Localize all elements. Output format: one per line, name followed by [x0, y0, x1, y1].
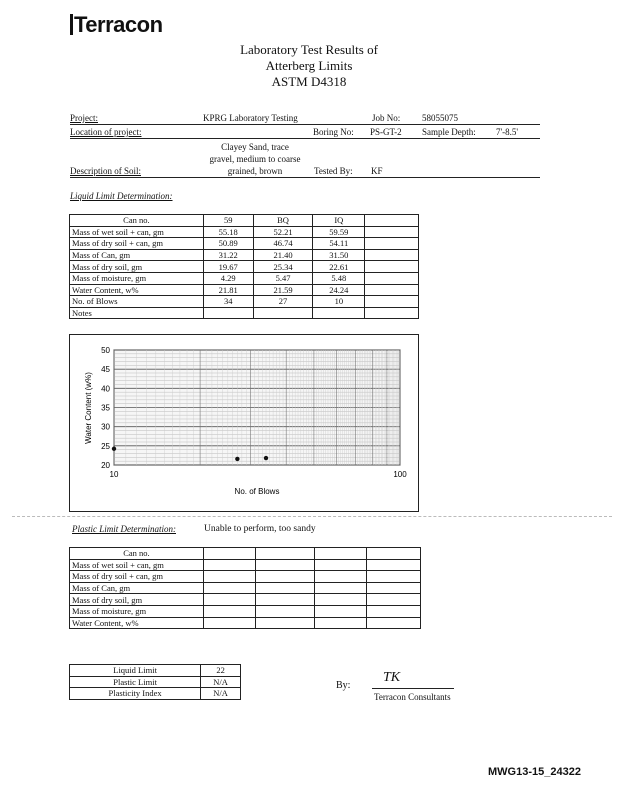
table-cell [365, 261, 419, 273]
table-cell [203, 548, 255, 560]
table-header-row [70, 215, 419, 227]
table-cell: 27 [253, 296, 313, 308]
table-row [70, 559, 421, 571]
table-cell: 10 [313, 296, 365, 308]
table-cell [203, 559, 255, 571]
table-cell: 55.18 [203, 226, 253, 238]
table-cell [255, 605, 315, 617]
table-cell: 21.81 [203, 284, 253, 296]
table-cell: Mass of moisture, gm [70, 272, 204, 284]
table-cell: No. of Blows [70, 296, 204, 308]
table-cell: Can no. [70, 548, 204, 560]
project-value: KPRG Laboratory Testing [203, 113, 298, 123]
y-tick-label: 45 [101, 365, 110, 375]
table-cell [203, 594, 255, 606]
table-cell: Water Content, w% [70, 284, 204, 296]
table-cell [365, 307, 419, 319]
table-cell: Mass of Can, gm [70, 582, 204, 594]
table-cell [367, 571, 421, 583]
table-row [70, 238, 419, 250]
title-line-1: Laboratory Test Results of [240, 42, 378, 57]
liquid-limit-section-title: Liquid Limit Determination: [70, 191, 173, 201]
title-line-2: Atterberg Limits [265, 58, 353, 73]
table-cell: 24.24 [313, 284, 365, 296]
table-row [70, 617, 421, 629]
summary-label: Liquid Limit [70, 665, 201, 677]
sample-depth-label: Sample Depth: [422, 127, 476, 137]
table-cell [203, 307, 253, 319]
table-cell: 52.21 [253, 226, 313, 238]
liquid-limit-table [69, 214, 419, 319]
table-cell: Mass of wet soil + can, gm [70, 226, 204, 238]
table-cell: 4.29 [203, 272, 253, 284]
table-row [70, 261, 419, 273]
flow-curve-chart [69, 334, 419, 512]
soil-description-line: Clayey Sand, trace [221, 142, 289, 152]
flow-curve-svg [69, 334, 419, 512]
table-cell [365, 249, 419, 261]
data-point [112, 447, 116, 451]
table-row [70, 582, 421, 594]
y-tick-label: 40 [101, 384, 110, 394]
page-title [0, 42, 618, 90]
soil-description-line: gravel, medium to coarse [209, 154, 301, 164]
table-cell: 46.74 [253, 238, 313, 250]
separator-line [12, 516, 612, 517]
table-row [70, 605, 421, 617]
table-row [70, 676, 241, 688]
table-cell [315, 582, 367, 594]
table-cell: 50.89 [203, 238, 253, 250]
terracon-logo: Terracon [70, 12, 163, 38]
table-cell [203, 571, 255, 583]
description-label: Description of Soil: [70, 166, 141, 176]
table-cell [253, 307, 313, 319]
table-row [70, 272, 419, 284]
rule-location [70, 138, 540, 139]
table-cell [255, 548, 315, 560]
table-row [70, 594, 421, 606]
y-tick-label: 35 [101, 403, 110, 413]
table-cell [203, 617, 255, 629]
boring-value: PS-GT-2 [370, 127, 402, 137]
document-id: MWG13-15_24322 [488, 766, 581, 778]
table-cell [367, 548, 421, 560]
summary-value: N/A [201, 676, 241, 688]
boring-label: Boring No: [313, 127, 354, 137]
logo-mark [70, 14, 73, 35]
table-cell: BQ [253, 215, 313, 227]
by-label: By: [336, 680, 351, 691]
table-cell: 5.47 [253, 272, 313, 284]
table-row [70, 665, 241, 677]
x-tick-label: 100 [393, 470, 407, 479]
table-cell: Mass of dry soil + can, gm [70, 571, 204, 583]
signature-company: Terracon Consultants [374, 692, 451, 702]
table-cell: IQ [313, 215, 365, 227]
table-cell: Mass of moisture, gm [70, 605, 204, 617]
table-cell: Mass of dry soil + can, gm [70, 238, 204, 250]
table-cell [367, 594, 421, 606]
y-tick-label: 30 [101, 422, 110, 432]
rule-description [70, 177, 540, 178]
table-cell: 31.22 [203, 249, 253, 261]
signature-initials: TK [383, 670, 401, 685]
table-cell: Mass of dry soil, gm [70, 594, 204, 606]
table-cell [315, 559, 367, 571]
table-cell: 31.50 [313, 249, 365, 261]
table-cell: 21.59 [253, 284, 313, 296]
summary-value: N/A [201, 688, 241, 700]
plastic-limit-note: Unable to perform, too sandy [204, 524, 316, 534]
plastic-limit-section-title: Plastic Limit Determination: [72, 524, 176, 534]
sample-depth-value: 7'-8.5' [496, 127, 518, 137]
table-row [70, 226, 419, 238]
table-cell [365, 226, 419, 238]
table-cell: Water Content, w% [70, 617, 204, 629]
table-cell [367, 582, 421, 594]
table-cell [255, 594, 315, 606]
table-cell: 21.40 [253, 249, 313, 261]
table-cell [313, 307, 365, 319]
tested-by-value: KF [371, 166, 383, 176]
table-cell: 19.67 [203, 261, 253, 273]
table-cell [203, 605, 255, 617]
table-header-row [70, 548, 421, 560]
table-cell [255, 582, 315, 594]
summary-label: Plastic Limit [70, 676, 201, 688]
job-label: Job No: [372, 113, 401, 123]
y-tick-label: 20 [101, 461, 110, 470]
table-row [70, 307, 419, 319]
signature-line [372, 688, 454, 689]
project-label: Project: [70, 113, 98, 123]
x-axis-label: No. of Blows [234, 487, 280, 496]
job-value: 58055075 [422, 113, 458, 123]
table-row [70, 296, 419, 308]
table-cell [365, 296, 419, 308]
table-cell [367, 617, 421, 629]
table-cell [255, 559, 315, 571]
table-row [70, 688, 241, 700]
table-cell: 25.34 [253, 261, 313, 273]
y-tick-label: 25 [101, 441, 110, 451]
table-cell: 54.11 [313, 238, 365, 250]
table-cell [365, 215, 419, 227]
data-point [235, 457, 239, 461]
summary-value: 22 [201, 665, 241, 677]
table-cell [367, 559, 421, 571]
soil-description [200, 141, 310, 177]
table-cell: Can no. [70, 215, 204, 227]
table-cell: Mass of Can, gm [70, 249, 204, 261]
tested-by-label: Tested By: [314, 166, 353, 176]
table-cell: Mass of wet soil + can, gm [70, 559, 204, 571]
table-cell [315, 571, 367, 583]
x-tick-label: 10 [109, 470, 119, 479]
table-cell [365, 284, 419, 296]
rule-project [70, 124, 540, 125]
table-cell [315, 594, 367, 606]
summary-table [69, 664, 241, 700]
table-cell [315, 617, 367, 629]
table-cell: 59.59 [313, 226, 365, 238]
y-axis-label: Water Content (w%) [84, 372, 93, 444]
location-label: Location of project: [70, 127, 142, 137]
table-row [70, 249, 419, 261]
table-cell: 59 [203, 215, 253, 227]
table-cell [203, 582, 255, 594]
y-tick-label: 50 [101, 346, 110, 355]
table-row [70, 284, 419, 296]
table-cell [315, 605, 367, 617]
table-cell: Mass of dry soil, gm [70, 261, 204, 273]
plastic-limit-table [69, 547, 421, 629]
soil-description-line: grained, brown [227, 166, 283, 176]
table-cell [255, 617, 315, 629]
table-cell [367, 605, 421, 617]
table-cell [255, 571, 315, 583]
table-cell [315, 548, 367, 560]
summary-label: Plasticity Index [70, 688, 201, 700]
table-row [70, 571, 421, 583]
table-cell: Notes [70, 307, 204, 319]
data-point [264, 456, 268, 460]
table-cell [365, 238, 419, 250]
title-line-3: ASTM D4318 [271, 74, 347, 89]
table-cell: 22.61 [313, 261, 365, 273]
table-cell: 5.48 [313, 272, 365, 284]
table-cell [365, 272, 419, 284]
table-cell: 34 [203, 296, 253, 308]
